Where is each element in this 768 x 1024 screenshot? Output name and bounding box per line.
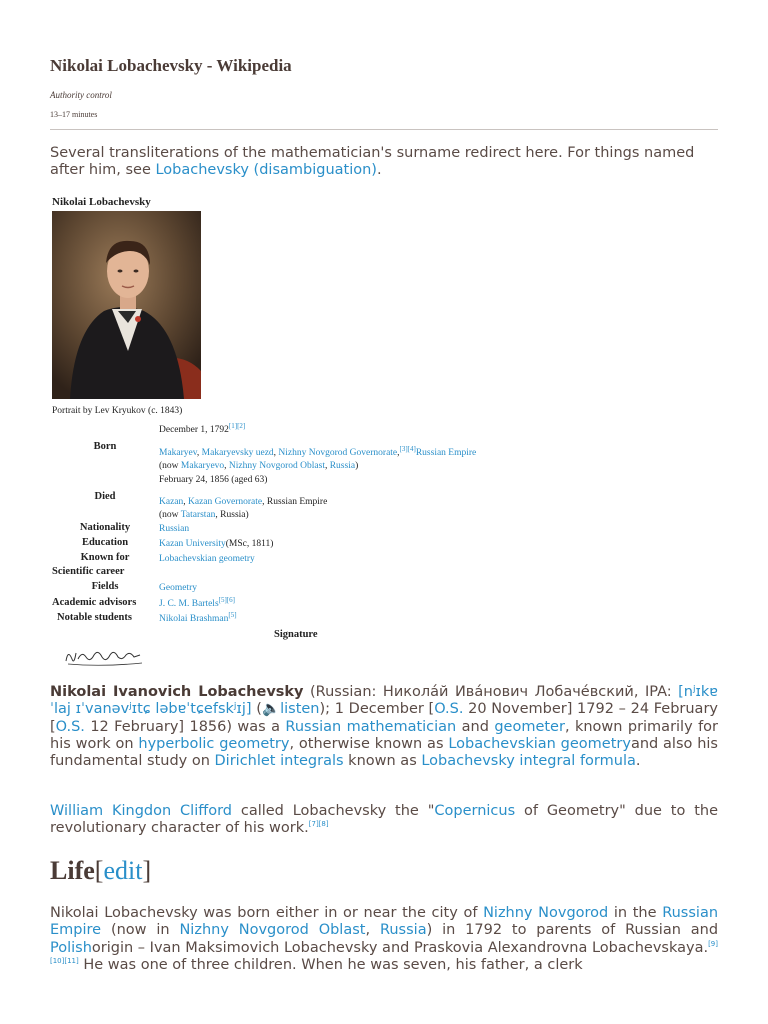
- russian-link[interactable]: Russian: [285, 718, 342, 735]
- kazan-university-link[interactable]: Kazan University: [159, 539, 226, 549]
- died-date: February 24, 1856 (aged 63): [159, 475, 268, 485]
- nationality-value: [159, 523, 189, 536]
- lobachevsky-formula-link[interactable]: Lobachevsky integral formula: [421, 753, 636, 770]
- mathematician-link[interactable]: mathematician: [346, 718, 457, 735]
- born-now-suffix: ): [355, 461, 359, 471]
- lead-text-e: 12 February] 1856) was a: [84, 718, 286, 735]
- portrait-image[interactable]: [52, 211, 201, 399]
- education-label: Education: [81, 537, 129, 548]
- known-for-label: Known for: [80, 552, 130, 563]
- old-style-link-1[interactable]: O.S.: [434, 701, 464, 718]
- read-time: 13–17 minutes: [50, 110, 98, 119]
- lead-text-k: .: [635, 753, 641, 770]
- born-date-text: December 1, 1792: [159, 425, 229, 435]
- life-text-e: ) in 1792 to parents of Russian and: [426, 922, 719, 939]
- brashman-link[interactable]: Nikolai Brashman: [159, 614, 229, 624]
- lead-text-g: , known primarily for his work on: [50, 718, 719, 752]
- born-now-prefix: (now: [159, 461, 181, 471]
- russian-empire-life-link[interactable]: Russian Empire: [50, 905, 719, 939]
- life-text-d: ,: [365, 922, 380, 939]
- lobachevskian-geometry-link[interactable]: Lobachevskian geometry: [159, 554, 255, 564]
- nizhny-oblast-life-link[interactable]: Nizhny Novgorod Oblast: [179, 922, 366, 939]
- ipa-link[interactable]: [nʲɪkɐˈlaj ɪˈvanəvʲɪtɕ ləbɐˈtɕefskʲɪj]: [50, 684, 719, 718]
- lead-text-f: and: [456, 718, 495, 735]
- kazan-governorate-link[interactable]: Kazan Governorate: [188, 497, 263, 507]
- died-place-rest: , Russian Empire: [262, 497, 328, 507]
- makaryevsky-uezd-link[interactable]: Makaryevsky uezd: [201, 448, 274, 458]
- old-style-link-2[interactable]: O.S.: [55, 718, 85, 735]
- listen-link[interactable]: listen: [280, 701, 320, 718]
- students-ref[interactable]: [5]: [228, 610, 237, 619]
- lead-text-j: known as: [343, 753, 422, 770]
- born-date: [159, 421, 246, 437]
- scientific-career-label: Scientific career: [52, 566, 125, 577]
- polish-link[interactable]: Polish: [50, 939, 92, 956]
- p2-ref[interactable]: [7][8]: [308, 820, 329, 829]
- russian-nationality-link[interactable]: Russian: [159, 524, 190, 534]
- lead-text-c: ); 1 December [: [319, 701, 435, 718]
- p2-text-a: called Lobachevsky the ": [232, 803, 435, 819]
- hatnote-end: .: [376, 162, 382, 178]
- known-for-value: [159, 553, 255, 566]
- makaryevo-link[interactable]: Makaryevo: [180, 461, 225, 471]
- geometer-link[interactable]: geometer: [494, 718, 565, 735]
- nizhny-novgorod-link[interactable]: Nizhny Novgorod: [483, 905, 609, 921]
- dirichlet-integrals-link[interactable]: Dirichlet integrals: [214, 753, 344, 770]
- makaryev-link[interactable]: Makaryev: [159, 448, 197, 458]
- tatarstan-link[interactable]: Tatarstan: [180, 510, 216, 520]
- life-heading-text: Life: [50, 856, 95, 885]
- lead-text-b: (: [251, 701, 262, 718]
- lead-paragraph-2: [50, 803, 718, 838]
- divider: [50, 129, 718, 130]
- geometry-link[interactable]: Geometry: [159, 583, 197, 593]
- hatnote-text: Several transliterations of the mathematician's surname redirect here. For things named after him, see: [50, 145, 695, 178]
- russian-empire-link[interactable]: Russian Empire: [415, 448, 477, 458]
- lead-text-a: (Russian: Никола́й Ива́нович Лобаче́вский, IPA:: [303, 684, 679, 700]
- education-rest: (MSc, 1811): [225, 539, 274, 549]
- clifford-link[interactable]: William Kingdon Clifford: [50, 803, 232, 819]
- portrait-caption: Portrait by Lev Kryukov (c. 1843): [52, 406, 183, 416]
- page-title: Nikolai Lobachevsky - Wikipedia: [50, 56, 292, 75]
- edit-bracket-open: [: [94, 856, 104, 885]
- infobox-name: Nikolai Lobachevsky: [52, 196, 151, 208]
- died-label: Died: [94, 491, 116, 502]
- lead-text-d: 20 November] 1792 – 24 February [: [50, 701, 718, 735]
- lead-text-i: and also his fundamental study on: [50, 735, 718, 770]
- lead-text-h: , otherwise known as: [289, 735, 449, 752]
- died-now-prefix: (now: [159, 510, 181, 520]
- life-ref[interactable]: [9][10][11]: [50, 939, 718, 966]
- died-place: Kazan, Kazan Governorate, Russian Empire: [159, 497, 328, 507]
- hyperbolic-geometry-link[interactable]: hyperbolic geometry: [138, 735, 290, 752]
- lead-paragraph-1: [50, 684, 718, 770]
- born-place: Makaryev, Makaryevsky uezd, Nizhny Novgorod Governorate,[3][4]Russian Empire: [159, 444, 477, 458]
- russia-life-link[interactable]: Russia: [379, 922, 427, 939]
- life-text-f: origin – Ivan Maksimovich Lobachevsky and Praskovia Alexandrovna Lobachevskaya.: [91, 939, 709, 956]
- edit-link[interactable]: edit: [103, 856, 143, 885]
- copernicus-link[interactable]: Copernicus: [434, 803, 516, 819]
- students-label: Notable students: [57, 612, 132, 623]
- life-heading: [50, 856, 151, 886]
- nizhny-oblast-link[interactable]: Nizhny Novgorod Oblast: [228, 461, 325, 471]
- advisors-label: Academic advisors: [52, 597, 137, 608]
- life-text-c: (now in: [101, 922, 180, 939]
- kazan-link[interactable]: Kazan: [159, 497, 184, 507]
- born-ref2[interactable]: [3][4]: [399, 444, 416, 453]
- speaker-icon[interactable]: 🔈: [261, 701, 281, 718]
- edit-bracket-close: ]: [142, 856, 152, 885]
- life-text-b: in the: [608, 905, 663, 921]
- life-text-g: He was one of three children. When he was seven, his father, a clerk: [78, 956, 583, 973]
- died-now-rest: , Russia): [215, 510, 249, 520]
- signature-label: Signature: [274, 629, 318, 640]
- students-value: [159, 610, 237, 626]
- education-value: [159, 538, 273, 551]
- born-ref[interactable]: [1][2]: [228, 421, 246, 430]
- born-now: (now Makaryevo, Nizhny Novgorod Oblast, Russia): [159, 461, 359, 471]
- signature-image[interactable]: [62, 643, 146, 669]
- nizhny-governorate-link[interactable]: Nizhny Novgorod Governorate: [278, 448, 398, 458]
- byline: Authority control: [50, 90, 112, 100]
- fields-label: Fields: [91, 581, 119, 592]
- disambiguation-link[interactable]: Lobachevsky (disambiguation): [155, 162, 377, 178]
- born-label: Born: [93, 441, 117, 452]
- fields-value: [159, 582, 197, 595]
- lobachevskian-geometry-lead-link[interactable]: Lobachevskian geometry: [448, 735, 631, 752]
- life-text-a: Nikolai Lobachevsky was born either in or near the city of: [50, 905, 484, 921]
- russia-link[interactable]: Russia: [329, 461, 356, 471]
- subject-name: Nikolai Ivanovich Lobachevsky: [50, 684, 304, 700]
- nationality-label: Nationality: [79, 522, 131, 533]
- bartels-link[interactable]: J. C. M. Bartels: [159, 599, 219, 609]
- hatnote: [50, 145, 718, 179]
- advisors-ref[interactable]: [5][6]: [218, 595, 235, 604]
- died-now: [159, 509, 249, 522]
- p2-text-b: of Geometry" due to the revolutionary character of his work.: [50, 803, 719, 837]
- life-paragraph: [50, 905, 718, 974]
- advisors-value: [159, 595, 235, 611]
